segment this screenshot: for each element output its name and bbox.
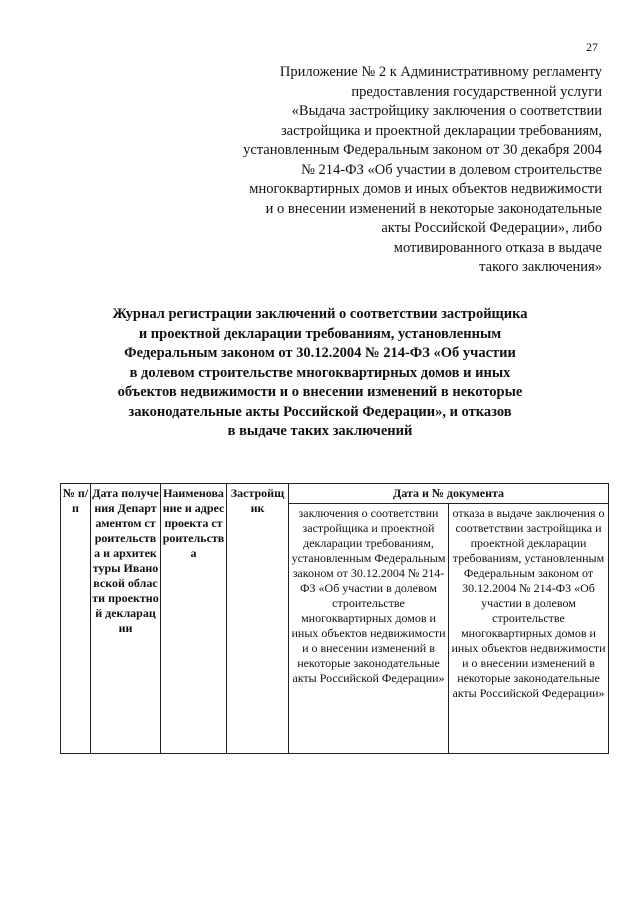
page-number: 27 (586, 40, 598, 54)
journal-title-line: объектов недвижимости и о внесении изменений в некоторые (117, 384, 523, 400)
appendix-line: предоставления государственной услуги (351, 83, 602, 100)
appendix-line: и о внесении изменений в некоторые законодательные (265, 200, 602, 217)
appendix-line: Приложение № 2 к Административному регламенту (279, 64, 602, 80)
appendix-line: № 214-ФЗ «Об участии в долевом строительстве (301, 161, 602, 178)
col-number-header: № п/п (61, 484, 91, 754)
journal-title-line: законодательные акты Российской Федерации», и отказов (128, 403, 512, 420)
registry-table (60, 483, 609, 754)
col-conclusion-subheader: заключения о соответствии застройщика и проектной декларации требованиям, установленным Федеральным законом от 30.12.2004 № 214-ФЗ «Об участии в долевом строительстве многоквартирных домов и иных объектов недвижимости и о внесении изменений в некоторые законодательные акты Российской Федерации» (289, 504, 449, 754)
appendix-line: такого заключения» (479, 259, 602, 275)
table-header-row (61, 484, 609, 504)
col-developer-header: Застройщик (227, 484, 289, 754)
appendix-heading (182, 63, 602, 278)
col-receipt-date-header: Дата получения Департаментом строительства и архитектуры Ивановской области проектной декларации (91, 484, 161, 754)
appendix-line: застройщика и проектной декларации требованиям, (280, 122, 602, 139)
journal-title-line: Журнал регистрации заключений о соответствии застройщика (112, 306, 528, 322)
col-doc-date-header: Дата и № документа (289, 484, 609, 504)
journal-title-line: в долевом строительстве многоквартирных домов и иных (129, 364, 511, 381)
appendix-line: «Выдача застройщику заключения о соответствии (291, 103, 602, 119)
col-refusal-subheader: отказа в выдаче заключения о соответствии застройщика и проектной декларации требованиям, установленным Федеральным законом от 30.12.2004 № 214-ФЗ «Об участии в долевом строительстве многоквартирных домов и иных объектов недвижимости и о внесении изменений в некоторые законодательные акты Российской Федерации» (449, 504, 609, 754)
appendix-line: мотивированного отказа в выдаче (393, 239, 602, 256)
journal-title-line: Федеральным законом от 30.12.2004 № 214-ФЗ «Об участии (124, 345, 516, 361)
appendix-line: установленным Федеральным законом от 30 декабря 2004 (243, 142, 602, 158)
journal-title-line: и проектной декларации требованиям, установленным (138, 325, 502, 342)
col-project-header: Наименование и адрес проекта строительства (161, 484, 227, 754)
appendix-line: многоквартирных домов и иных объектов недвижимости (249, 181, 602, 197)
appendix-line: акты Российской Федерации», либо (381, 220, 602, 236)
journal-title (60, 305, 580, 442)
journal-title-line: в выдаче таких заключений (227, 423, 413, 439)
